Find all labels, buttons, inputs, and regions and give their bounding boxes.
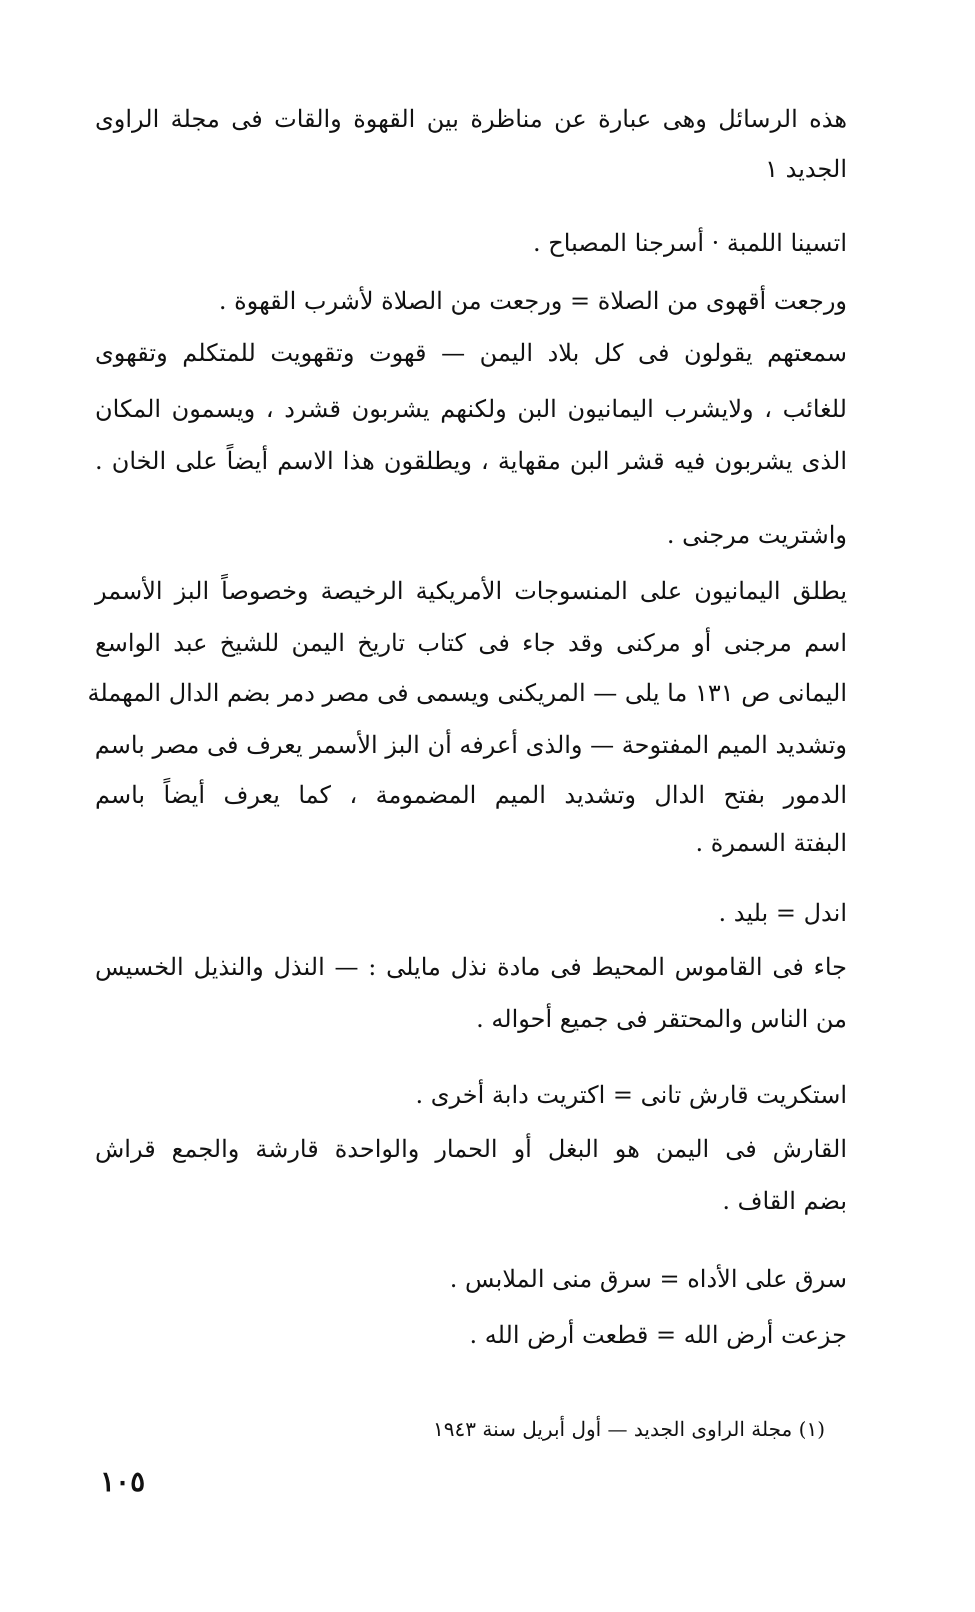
text-line: يطلق اليمانيون على المنسوجات الأمريكية الرخيصة وخصوصاً البز الأسمر	[95, 577, 847, 605]
text-line: الدمور بفتح الدال وتشديد الميم المضمومة ، كما يعرف أيضاً باسم	[95, 781, 847, 809]
text-line: البفتة السمرة .	[695, 829, 847, 857]
text-line: اليمانى ص ١٣١ ما يلى — المريكنى ويسمى فى مصر دمر بضم الدال المهملة	[87, 679, 847, 707]
text-line: سمعتهم يقولون فى كل بلاد اليمن — قهوت وتقهويت للمتكلم وتقهوى	[95, 339, 847, 367]
text-line: واشتريت مرجنى .	[666, 521, 847, 549]
text-line: اسم مرجنى أو مركنى وقد جاء فى كتاب تاريخ اليمن للشيخ عبد الواسع	[95, 629, 847, 657]
text-line: من الناس والمحتقر فى جميع أحواله .	[476, 1005, 847, 1033]
text-line: بضم القاف .	[722, 1187, 847, 1215]
text-line: اندل = بليد .	[718, 899, 847, 927]
text-line: اتسينا اللمبة · أسرجنا المصباح .	[533, 229, 847, 257]
text-line: ورجعت أقهوى من الصلاة = ورجعت من الصلاة لأشرب القهوة .	[218, 287, 847, 315]
page-number: ١٠٥	[100, 1465, 146, 1498]
text-line: جزعت أرض الله = قطعت أرض الله .	[469, 1321, 847, 1349]
text-line: الذى يشربون فيه قشر البن مقهاية ، ويطلقون هذا الاسم أيضاً على الخان .	[95, 447, 847, 475]
text-line: الجديد ١	[765, 155, 847, 183]
text-line: القارش فى اليمن هو البغل أو الحمار والواحدة قارشة والجمع قراش	[95, 1135, 847, 1163]
text-line: وتشديد الميم المفتوحة — والذى أعرفه أن البز الأسمر يعرف فى مصر باسم	[94, 731, 847, 759]
text-line: سرق على الأداه = سرق منى الملابس .	[449, 1265, 847, 1293]
footnote: (١) مجلة الراوى الجديد — أول أبريل سنة ١٩٤٣	[433, 1417, 825, 1441]
text-line: للغائب ، ولايشرب اليمانيون البن ولكنهم يشربون قشرد ، ويسمون المكان	[95, 395, 847, 423]
text-line: جاء فى القاموس المحيط فى مادة نذل مايلى : — النذل والنذيل الخسيس	[95, 953, 847, 981]
text-line: استكريت قارش تانى = اكتريت دابة أخرى .	[415, 1081, 847, 1109]
text-line: هذه الرسائل وهى عبارة عن مناظرة بين القهوة والقات فى مجلة الراوى	[95, 105, 847, 133]
